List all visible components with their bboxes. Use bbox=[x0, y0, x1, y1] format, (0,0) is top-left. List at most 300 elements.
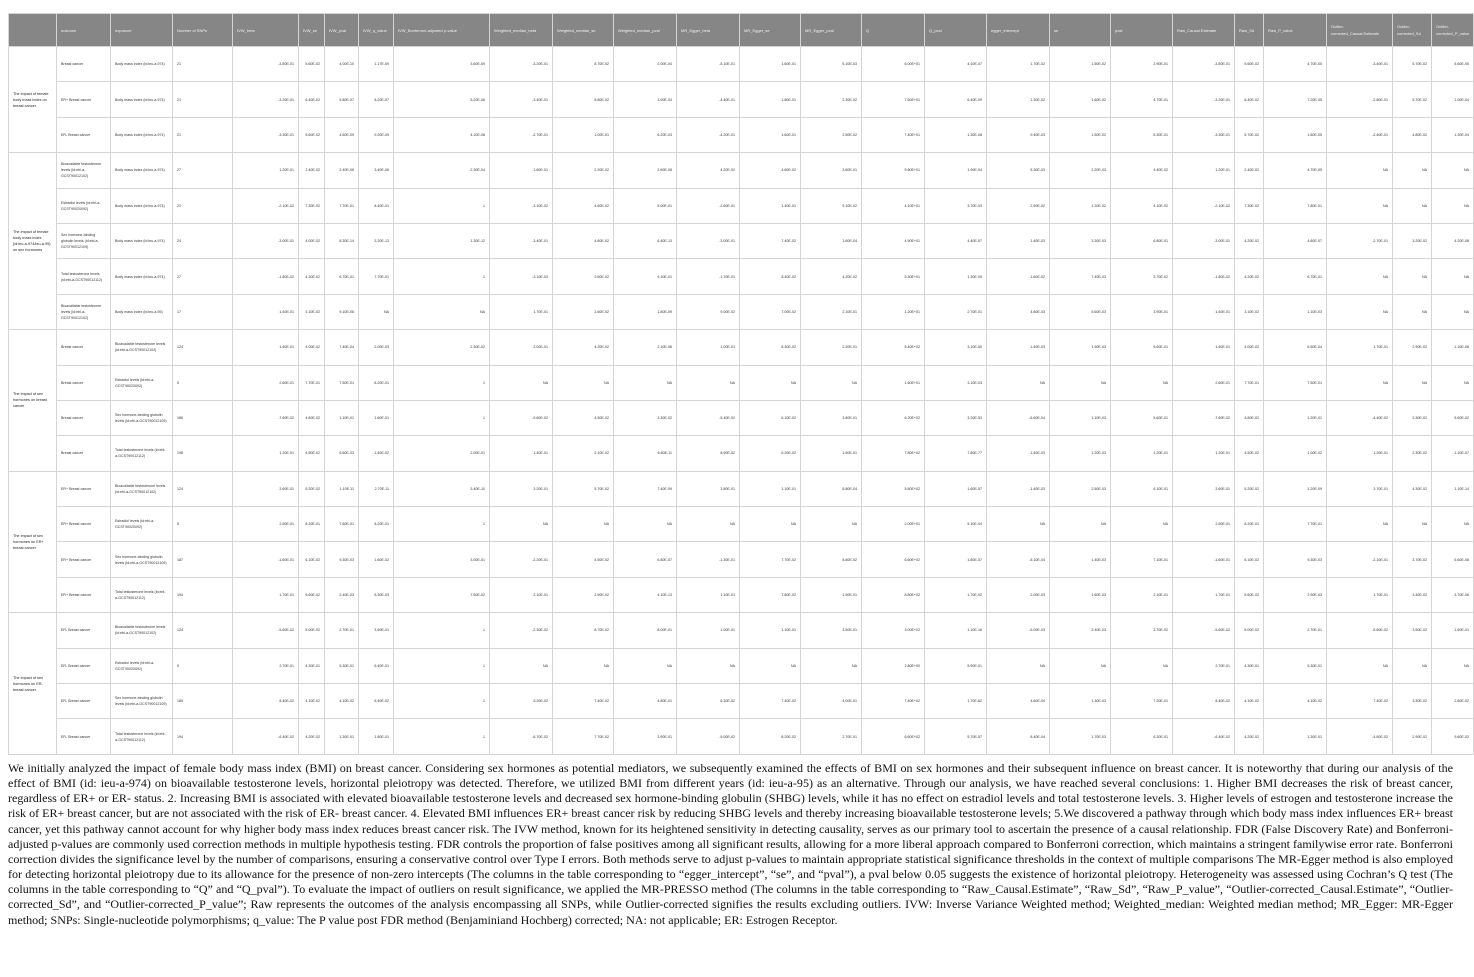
table-cell: -4.20E-01 bbox=[677, 117, 740, 152]
table-cell: 5.20E-02 bbox=[490, 684, 553, 719]
table-cell: 4.20E-02 bbox=[801, 259, 862, 294]
table-cell: -1.70E-01 bbox=[677, 259, 740, 294]
table-cell: NA bbox=[1050, 507, 1111, 542]
table-cell: NA bbox=[1327, 259, 1393, 294]
table-cell: 5.60E-02 bbox=[299, 47, 325, 82]
table-cell: -4.40E-01 bbox=[677, 82, 740, 117]
table-cell: Sex hormone-binding globulin levels (id:ebi-a-GCST90012109) bbox=[57, 223, 111, 258]
table-cell: 7.70E-01 bbox=[1264, 507, 1327, 542]
table-cell: NA bbox=[677, 507, 740, 542]
table-cell: 4.90E+01 bbox=[862, 223, 925, 258]
table-cell: 5.30E-01 bbox=[1111, 117, 1173, 152]
table-cell: NA bbox=[553, 507, 614, 542]
table-cell: 8.30E-14 bbox=[325, 223, 359, 258]
table-cell: Bioavailable testosterone levels (id:ebi-a-GCST90012102) bbox=[111, 613, 173, 648]
table-cell: -6.60E-04 bbox=[987, 400, 1050, 435]
table-cell: 4.10E-08 bbox=[394, 117, 490, 152]
table-cell: 1.10E-07 bbox=[1432, 436, 1474, 471]
table-cell: 3.70E-02 bbox=[1111, 259, 1173, 294]
table-cell: Bioavailable testosterone levels (id:ebi-a-GCST90012102) bbox=[111, 330, 173, 365]
table-cell: 1.30E-05 bbox=[925, 259, 987, 294]
table-cell: 1.60E-01 bbox=[740, 47, 801, 82]
table-cell: -3.00E-01 bbox=[1173, 223, 1235, 258]
table-cell: 2.70E-01 bbox=[1264, 613, 1327, 648]
table-cell: 2.80E+00 bbox=[862, 648, 925, 683]
table-cell: 2.10E-01 bbox=[490, 577, 553, 612]
table-cell: 1 bbox=[394, 259, 490, 294]
table-cell: Breast cancer bbox=[57, 400, 111, 435]
table-cell: 1 bbox=[394, 188, 490, 223]
table-cell: 6.40E-01 bbox=[359, 648, 394, 683]
table-cell: 1.70E-92 bbox=[925, 577, 987, 612]
table-cell: 1.60E-02 bbox=[1050, 82, 1111, 117]
table-cell: 8.00E-01 bbox=[614, 613, 677, 648]
table-cell: 2.50E-01 bbox=[1173, 507, 1235, 542]
table-cell: NA bbox=[987, 648, 1050, 683]
table-cell: -1.80E-02 bbox=[1173, 259, 1235, 294]
table-cell: 4.50E-02 bbox=[553, 542, 614, 577]
table-cell: 1.30E-04 bbox=[1432, 117, 1474, 152]
table-cell: 9.10E-02 bbox=[801, 188, 862, 223]
table-cell: 7.80E+02 bbox=[862, 436, 925, 471]
table-cell: 5.60E-01 bbox=[1111, 400, 1173, 435]
table-cell: 3.50E-01 bbox=[801, 613, 862, 648]
table-cell: 4.60E-02 bbox=[740, 153, 801, 188]
table-cell: Body mass index (id:ieu-a-974) bbox=[111, 153, 173, 188]
table-cell: 5.70E-57 bbox=[925, 719, 987, 754]
table-cell: 1.40E-01 bbox=[490, 436, 553, 471]
table-cell: 196 bbox=[173, 436, 233, 471]
table-cell: 1 bbox=[394, 507, 490, 542]
table-cell: NA bbox=[553, 365, 614, 400]
table-cell: NA bbox=[1111, 507, 1173, 542]
table-cell: NA bbox=[740, 365, 801, 400]
table-footnote: We initially analyzed the impact of female body mass index (BMI) on breast cancer. Considering sex hormones as potential mediators, we subsequently examined the effects of BMI on sex hormones and their subsequent influence on breast cancer. It is noteworthy that during our analysis of the effect of BMI (id: ieu-a-974) on bioavailable testosterone levels, horizontal pleiotropy was detected. Therefore, we utilized BMI from different years (id: ieu-a-95) as an alternative. Through our analysis, we have reached several conclusions: 1. Higher BMI decreases the risk of breast cancer, regardless of ER+ or ER- status. 2. Increasing BMI is associated with elevated bioavailable testosterone levels and decreased sex hormone-binding globulin (SHBG) levels, while it has no effect on estradiol levels and total testosterone levels. 3. Higher levels of estrogen and testosterone increase the risk of ER+ breast cancer, but are not associated with the risk of ER- breast cancer. 4. Elevated BMI influences ER+ breast cancer risk by reducing SHBG levels and thereby increasing bioavailable testosterone levels; 5.We discovered a pathway through which body mass index influences ER+ breast cancer, yet this pathway cannot account for why higher body mass index reduces breast cancer risk. The IVW method, known for its heightened sensitivity in detecting causality, serves as our primary tool to ascertain the presence of a causal relationship. FDR (False Discovery Rate) and Bonferroni-adjusted p-values are commonly used correction methods in multiple hypothesis testing. FDR controls the proportion of false positives among all significant results, allowing for a more liberal approach compared to Bonferroni correction, which maintains a stringent familywise error rate. Bonferroni correction divides the significance level by the number of comparisons, ensuring a conservative control over Type I errors. Both methods serve to adjust p-values to maintain appropriate statistical significance thresholds in the context of multiple comparisons The MR-Egger method is also employed for detecting horizontal pleiotropy due to its allowance for the presence of non-zero intercepts (The columns in the table corresponding to “egger_intercept”, “se”, and “pval”), a pval below 0.05 suggests the existence of horizontal pleiotropy. Heterogeneity was assessed using Cochran’s Q test (The columns in the table corresponding to “Q” and “Q_pval”). To evaluate the impact of outliers on result significance, we applied the MR-PRESSO method (The columns in the table corresponding to “Raw_Causal.Estimate”, “Raw_Sd”, “Raw_P_value”, “Outlier-corrected_Causal.Estimate”, “Outlier-corrected_Sd”, and “Outlier-corrected_P_value”; Raw represents the outcomes of the analysis encompassing all SNPs, while Outlier-corrected signifies the results excluding outliers. IVW: Inverse Variance Weighted method; Weighted_median: Weighted median method; MR_Egger: MR-Egger method; SNPs: Single-nucleotide polymorphisms; q_value: The P value post FDR method (Benjaminiand Hochberg) corrected; NA: not applicable; ER: Estrogen Receptor. bbox=[8, 761, 1453, 927]
table-cell: 5 bbox=[173, 507, 233, 542]
table-cell: 4.70E-01 bbox=[1111, 82, 1173, 117]
table-cell: 5.10E-03 bbox=[801, 47, 862, 82]
table-cell: NA bbox=[1432, 507, 1474, 542]
table-cell: 2.50E-02 bbox=[987, 188, 1050, 223]
table-cell: 1.80E-57 bbox=[925, 542, 987, 577]
table-cell: NA bbox=[394, 294, 490, 329]
table-cell: Breast cancer bbox=[57, 47, 111, 82]
table-cell: 6.40E-02 bbox=[1235, 82, 1264, 117]
table-cell: 1.20E-01 bbox=[1111, 436, 1173, 471]
table-cell: 1.70E-62 bbox=[925, 684, 987, 719]
column-header: se bbox=[1050, 14, 1111, 47]
table-cell: -6.70E-02 bbox=[490, 719, 553, 754]
table-cell: 4.30E-02 bbox=[1393, 471, 1432, 506]
table-cell: 5.40E+02 bbox=[862, 330, 925, 365]
table-cell: 5.30E-01 bbox=[1264, 648, 1327, 683]
table-cell: 1.20E-01 bbox=[1173, 153, 1235, 188]
table-cell: Sex hormone-binding globulin levels (id:ebi-a-GCST90012109) bbox=[111, 684, 173, 719]
table-cell: 2.40E-02 bbox=[299, 153, 325, 188]
table-cell: -5.40E-02 bbox=[677, 400, 740, 435]
table-cell: 7.40E-03 bbox=[1050, 259, 1111, 294]
column-header: Number of SNPs bbox=[173, 14, 233, 47]
table-cell: 8.20E-02 bbox=[740, 719, 801, 754]
table-cell: 1.70E-02 bbox=[987, 47, 1050, 82]
table-cell: 1.10E-16 bbox=[925, 613, 987, 648]
table-cell: 5.90E-01 bbox=[925, 648, 987, 683]
table-cell: Estradiol levels (id:ebi-a-GCST90020092) bbox=[57, 188, 111, 223]
table-cell: 1 bbox=[394, 400, 490, 435]
table-cell: 1.10E-01 bbox=[740, 613, 801, 648]
table-cell: NA bbox=[1432, 294, 1474, 329]
table-cell: 4.40E-07 bbox=[925, 223, 987, 258]
table-cell: 8.80E+02 bbox=[862, 577, 925, 612]
table-cell: 1.30E-03 bbox=[1050, 684, 1111, 719]
table-cell: 3.10E-03 bbox=[925, 365, 987, 400]
table-cell: 2.40E-03 bbox=[325, 577, 359, 612]
table-cell: NA bbox=[987, 365, 1050, 400]
table-cell: 5.60E-02 bbox=[1432, 400, 1474, 435]
table-cell: 7.70E-01 bbox=[1235, 365, 1264, 400]
table-cell: 3.00E+02 bbox=[862, 613, 925, 648]
table-cell: NA bbox=[801, 365, 862, 400]
column-header: Raw_Sd bbox=[1235, 14, 1264, 47]
table-row bbox=[9, 400, 1474, 435]
table-cell: NA bbox=[614, 365, 677, 400]
table-cell: 5.20E-02 bbox=[1235, 471, 1264, 506]
table-cell: 2.90E-02 bbox=[1393, 719, 1432, 754]
table-cell: NA bbox=[1393, 188, 1432, 223]
column-header: Q bbox=[862, 14, 925, 47]
table-cell: 6.60E-03 bbox=[325, 436, 359, 471]
table-cell: 4.20E-02 bbox=[677, 153, 740, 188]
table-cell: 6.00E+01 bbox=[862, 47, 925, 82]
table-cell: 5.00E-01 bbox=[614, 188, 677, 223]
table-cell: -3.00E-01 bbox=[677, 223, 740, 258]
table-cell: 7.60E+01 bbox=[862, 82, 925, 117]
table-cell: 9.10E-01 bbox=[614, 259, 677, 294]
table-cell: 27 bbox=[173, 153, 233, 188]
table-cell: 1.70E-01 bbox=[1173, 577, 1235, 612]
table-cell: -3.10E-02 bbox=[490, 188, 553, 223]
table-row bbox=[9, 648, 1474, 683]
table-cell: 5.00E-02 bbox=[299, 613, 325, 648]
table-cell: 5.30E-01 bbox=[325, 648, 359, 683]
table-cell: 3.20E-53 bbox=[925, 400, 987, 435]
table-cell: Bioavailable testosterone levels (id:ebi-a-GCST90012102) bbox=[57, 153, 111, 188]
table-cell: 2.60E-02 bbox=[553, 294, 614, 329]
table-cell: 1.10E-03 bbox=[1264, 294, 1327, 329]
table-cell: 5.60E-02 bbox=[299, 577, 325, 612]
table-cell: 7.40E+01 bbox=[862, 117, 925, 152]
table-cell: 5.30E-03 bbox=[359, 577, 394, 612]
table-cell: -9.00E-02 bbox=[677, 719, 740, 754]
table-cell: ER+ Breast cancer bbox=[57, 542, 111, 577]
table-cell: 1.40E-01 bbox=[233, 294, 299, 329]
table-cell: NA bbox=[614, 648, 677, 683]
table-cell: 1.20E-01 bbox=[1264, 400, 1327, 435]
table-cell: -1.80E-02 bbox=[233, 259, 299, 294]
table-cell: Body mass index (id:ieu-a-974) bbox=[111, 47, 173, 82]
table-cell: NA bbox=[1393, 294, 1432, 329]
table-cell: NA bbox=[1393, 153, 1432, 188]
table-cell: 7.40E-04 bbox=[325, 330, 359, 365]
table-cell: -2.10E-01 bbox=[1327, 542, 1393, 577]
table-cell: NA bbox=[1327, 648, 1393, 683]
table-cell: 4.50E-02 bbox=[1235, 436, 1264, 471]
table-cell: 7.60E-01 bbox=[325, 507, 359, 542]
table-cell: 5.70E-02 bbox=[1235, 117, 1264, 152]
table-cell: 4.80E-02 bbox=[1393, 117, 1432, 152]
table-row bbox=[9, 294, 1474, 329]
table-cell: NA bbox=[1111, 648, 1173, 683]
table-cell: 1.80E-09 bbox=[614, 294, 677, 329]
table-cell: 6.10E-02 bbox=[740, 400, 801, 435]
table-cell: NA bbox=[1050, 365, 1111, 400]
table-cell: 3.60E-01 bbox=[801, 153, 862, 188]
table-cell: 1.20E-02 bbox=[1050, 188, 1111, 223]
table-cell: -1.60E-01 bbox=[1173, 542, 1235, 577]
table-cell: 8.40E-02 bbox=[740, 259, 801, 294]
table-cell: 1.20E-01 bbox=[1173, 436, 1235, 471]
table-cell: 4.60E-04 bbox=[987, 684, 1050, 719]
table-cell: 7.40E-02 bbox=[1327, 684, 1393, 719]
table-cell: NA bbox=[1432, 365, 1474, 400]
table-cell: 6.20E-01 bbox=[1111, 719, 1173, 754]
table-cell: ER+ Breast cancer bbox=[57, 471, 111, 506]
table-cell: -5.00E-03 bbox=[987, 613, 1050, 648]
table-cell: 5.00E-02 bbox=[1235, 613, 1264, 648]
table-cell: ER- Breast cancer bbox=[57, 117, 111, 152]
table-cell: 1.30E-01 bbox=[325, 719, 359, 754]
table-cell: 1.00E-02 bbox=[1264, 436, 1327, 471]
table-cell: 5 bbox=[173, 648, 233, 683]
table-body bbox=[9, 47, 1474, 755]
table-cell: 2.70E-01 bbox=[801, 719, 862, 754]
table-cell: 8.20E-01 bbox=[1235, 507, 1264, 542]
table-cell: 4.60E-02 bbox=[553, 188, 614, 223]
table-cell: 6.60E-11 bbox=[614, 436, 677, 471]
table-cell: -7.60E-02 bbox=[233, 400, 299, 435]
table-cell: 8.20E-01 bbox=[359, 365, 394, 400]
table-cell: 5.30E-03 bbox=[987, 153, 1050, 188]
table-cell: 187 bbox=[173, 542, 233, 577]
table-cell: -3.30E-01 bbox=[1173, 117, 1235, 152]
table-cell: 1.70E-01 bbox=[1327, 330, 1393, 365]
table-cell: 4.10E-02 bbox=[1235, 684, 1264, 719]
table-cell: 4.00E-02 bbox=[299, 223, 325, 258]
table-cell: 4.80E-02 bbox=[1235, 400, 1264, 435]
table-cell: -3.10E-03 bbox=[490, 259, 553, 294]
table-cell: 4.10E-02 bbox=[1264, 684, 1327, 719]
table-cell: NA bbox=[1050, 648, 1111, 683]
table-cell: 1.10E-03 bbox=[1050, 400, 1111, 435]
table-cell: -9.60E-02 bbox=[490, 400, 553, 435]
table-cell: 1.40E-03 bbox=[1050, 542, 1111, 577]
table-cell: 7.20E-05 bbox=[1264, 82, 1327, 117]
table-cell: -6.40E-02 bbox=[233, 719, 299, 754]
table-cell: 3.80E-01 bbox=[801, 400, 862, 435]
table-cell: -3.50E-01 bbox=[1173, 47, 1235, 82]
table-cell: 1.10E-01 bbox=[740, 471, 801, 506]
table-cell: 4.80E-07 bbox=[1264, 223, 1327, 258]
group-label: The impact of sex hormones on ER- breast cancer bbox=[9, 613, 57, 755]
table-cell: -2.70E-01 bbox=[1327, 223, 1393, 258]
table-cell: ER- Breast cancer bbox=[57, 648, 111, 683]
table-cell: 2.60E-02 bbox=[1432, 684, 1474, 719]
table-cell: 2.40E-06 bbox=[325, 153, 359, 188]
table-cell: Total testosterone levels (id:ebi-a-GCST90012112) bbox=[111, 436, 173, 471]
table-cell: 1.20E-03 bbox=[1050, 436, 1111, 471]
table-cell: 1.40E-03 bbox=[987, 436, 1050, 471]
table-cell: 2.00E+01 bbox=[862, 507, 925, 542]
table-cell: 7.00E-02 bbox=[740, 294, 801, 329]
table-row bbox=[9, 330, 1474, 365]
table-cell: 7.80E-77 bbox=[925, 436, 987, 471]
table-cell: 5.60E-02 bbox=[1235, 577, 1264, 612]
table-cell: Sex hormone-binding globulin levels (id:ebi-a-GCST90012109) bbox=[111, 542, 173, 577]
table-cell: 8.20E-07 bbox=[359, 82, 394, 117]
table-cell: 5.60E-01 bbox=[1111, 330, 1173, 365]
table-cell: 2.70E-01 bbox=[233, 648, 299, 683]
table-cell: 2.30E-02 bbox=[801, 82, 862, 117]
table-row bbox=[9, 436, 1474, 471]
table-row bbox=[9, 117, 1474, 152]
table-cell: 3.50E-01 bbox=[359, 613, 394, 648]
table-cell: 4.50E-02 bbox=[553, 400, 614, 435]
table-cell: -4.40E-02 bbox=[1327, 400, 1393, 435]
table-cell: 7.40E-02 bbox=[740, 684, 801, 719]
table-cell: 1.00E-01 bbox=[677, 330, 740, 365]
table-cell: 6.70E-01 bbox=[1264, 259, 1327, 294]
table-cell: 1.30E-08 bbox=[925, 117, 987, 152]
table-cell: 7.80E-01 bbox=[1264, 188, 1327, 223]
table-cell: NA bbox=[987, 507, 1050, 542]
table-cell: 9.10E-06 bbox=[325, 294, 359, 329]
table-cell: 4.00E-10 bbox=[325, 47, 359, 82]
table-cell: ER+ Breast cancer bbox=[57, 577, 111, 612]
table-cell: 4.20E-02 bbox=[1235, 223, 1264, 258]
table-cell: 5.60E-05 bbox=[1432, 47, 1474, 82]
table-cell: 6.10E-02 bbox=[1235, 542, 1264, 577]
table-cell: 5.30E+01 bbox=[862, 259, 925, 294]
table-cell: -3.40E-01 bbox=[490, 82, 553, 117]
table-cell: 8.90E-02 bbox=[677, 436, 740, 471]
table-cell: 1.10E-01 bbox=[677, 577, 740, 612]
table-cell: -2.80E-01 bbox=[1327, 82, 1393, 117]
table-cell: 3.60E-01 bbox=[1173, 471, 1235, 506]
table-cell: 1 bbox=[394, 719, 490, 754]
table-cell: 4.80E-02 bbox=[553, 223, 614, 258]
table-cell: 194 bbox=[173, 577, 233, 612]
table-cell: 2.00E-03 bbox=[359, 330, 394, 365]
table-cell: 6.70E-01 bbox=[325, 259, 359, 294]
table-row bbox=[9, 188, 1474, 223]
table-cell: 1.20E-01 bbox=[233, 153, 299, 188]
column-header: MR_Egger_beta bbox=[677, 14, 740, 47]
table-cell: 2.50E-03 bbox=[1050, 471, 1111, 506]
table-cell: 1.00E-04 bbox=[614, 82, 677, 117]
table-cell: 4.00E-01 bbox=[801, 684, 862, 719]
table-cell: 27 bbox=[173, 259, 233, 294]
table-cell: 5.20E-06 bbox=[394, 82, 490, 117]
table-cell: 5.60E-02 bbox=[1235, 47, 1264, 82]
table-cell: 6.80E-07 bbox=[614, 542, 677, 577]
table-cell: 4.30E-01 bbox=[299, 648, 325, 683]
table-cell: 2.90E-03 bbox=[1264, 577, 1327, 612]
table-cell: NA bbox=[740, 507, 801, 542]
table-row bbox=[9, 365, 1474, 400]
table-cell: 1.50E-02 bbox=[1050, 47, 1111, 82]
table-cell: 2.70E-01 bbox=[325, 613, 359, 648]
table-cell: -5.10E-01 bbox=[677, 47, 740, 82]
table-cell: 1.60E-01 bbox=[359, 400, 394, 435]
table-cell: 1.40E-03 bbox=[987, 223, 1050, 258]
table-cell: 8.80E-02 bbox=[801, 542, 862, 577]
table-cell: 8.20E-01 bbox=[359, 507, 394, 542]
table-cell: -2.10E-02 bbox=[1173, 188, 1235, 223]
table-cell: 1.40E-01 bbox=[233, 330, 299, 365]
table-cell: 1.10E-01 bbox=[325, 400, 359, 435]
table-cell: 21 bbox=[173, 47, 233, 82]
table-cell: 4.20E-02 bbox=[299, 259, 325, 294]
table-cell: 1.20E-01 bbox=[233, 436, 299, 471]
table-cell: 2.90E-01 bbox=[1111, 47, 1173, 82]
table-cell: 3.30E-02 bbox=[614, 400, 677, 435]
column-header: Outlier-corrected_P_value bbox=[1432, 14, 1474, 47]
table-cell: 4.80E-03 bbox=[987, 294, 1050, 329]
table-cell: 7.80E-02 bbox=[740, 577, 801, 612]
table-row bbox=[9, 507, 1474, 542]
table-row bbox=[9, 47, 1474, 82]
table-cell: -3.00E-01 bbox=[233, 223, 299, 258]
table-cell: 6.20E+02 bbox=[862, 400, 925, 435]
results-table bbox=[8, 13, 1474, 755]
table-cell: -5.60E-02 bbox=[1327, 613, 1393, 648]
table-cell: -5.10E-04 bbox=[987, 542, 1050, 577]
table-cell: 3.70E-02 bbox=[1111, 613, 1173, 648]
column-header: IVW_se bbox=[299, 14, 325, 47]
table-cell: NA bbox=[1327, 365, 1393, 400]
table-cell: 1.70E-03 bbox=[1050, 719, 1111, 754]
table-cell: 3.20E-13 bbox=[359, 223, 394, 258]
table-cell: 2.60E-08 bbox=[614, 153, 677, 188]
table-row bbox=[9, 613, 1474, 648]
table-cell: Sex hormone-binding globulin levels (id:ebi-a-GCST90012109) bbox=[111, 400, 173, 435]
table-cell: 9.40E-03 bbox=[987, 117, 1050, 152]
column-header: IVW_beta bbox=[233, 14, 299, 47]
table-cell: 5.60E+01 bbox=[862, 153, 925, 188]
table-cell: -2.20E-01 bbox=[490, 542, 553, 577]
table-cell: 2.40E-03 bbox=[1050, 613, 1111, 648]
table-cell: NA bbox=[553, 648, 614, 683]
table-cell: ER+ Breast cancer bbox=[57, 82, 111, 117]
table-cell: 7.70E-01 bbox=[325, 188, 359, 223]
table-cell: 6.60E-08 bbox=[1432, 542, 1474, 577]
table-cell: 7.50E-01 bbox=[1264, 365, 1327, 400]
table-cell: 6.40E-09 bbox=[925, 82, 987, 117]
table-cell: 1.70E-01 bbox=[1327, 577, 1393, 612]
table-cell: 2.10E-06 bbox=[614, 330, 677, 365]
table-cell: 4.70E-05 bbox=[1264, 47, 1327, 82]
table-cell: 8.40E-01 bbox=[359, 188, 394, 223]
table-cell: 3.70E-01 bbox=[1327, 471, 1393, 506]
table-cell: 5.20E-02 bbox=[299, 471, 325, 506]
table-cell: 1.40E-02 bbox=[359, 436, 394, 471]
table-cell: NA bbox=[1393, 365, 1432, 400]
header-group-column bbox=[9, 14, 57, 47]
table-row bbox=[9, 82, 1474, 117]
column-header: IVW_q_value bbox=[359, 14, 394, 47]
table-cell: 1 bbox=[394, 684, 490, 719]
table-cell: Breast cancer bbox=[57, 330, 111, 365]
